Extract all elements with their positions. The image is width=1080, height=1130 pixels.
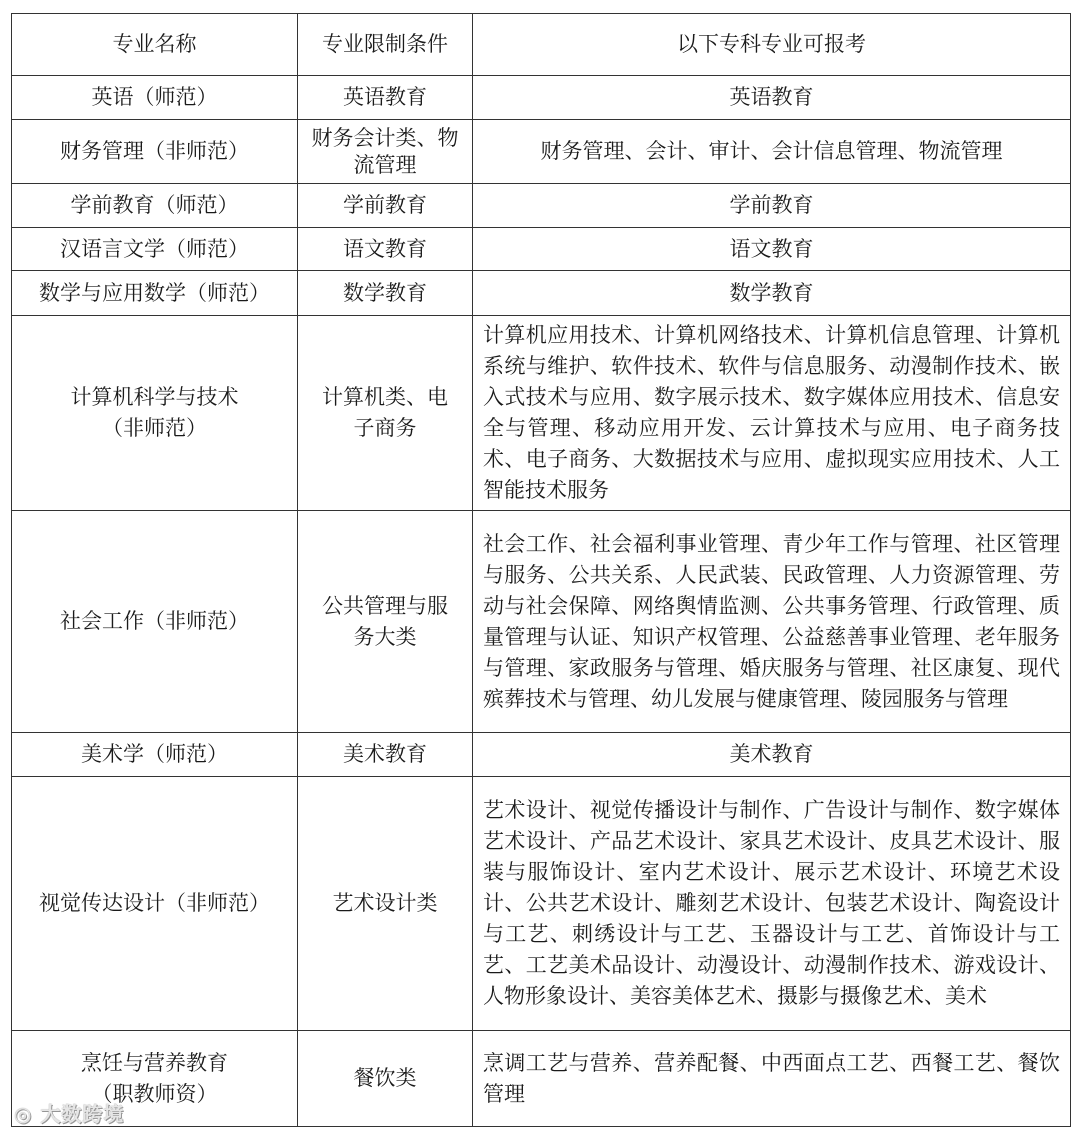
major-name-cell: 汉语言文学（师范） xyxy=(12,228,298,271)
major-name-cell: 财务管理（非师范） xyxy=(12,120,298,184)
table-row xyxy=(12,316,1071,511)
major-name-cell: 视觉传达设计（非师范） xyxy=(12,777,298,1031)
major-name-cell: 美术学（师范） xyxy=(12,733,298,777)
eligible-majors-cell: 数学教育 xyxy=(473,271,1071,316)
restriction-cell: 美术教育 xyxy=(298,733,473,777)
major-name-cell: 英语（师范） xyxy=(12,76,298,120)
major-name-cell: 烹饪与营养教育（职教师资） xyxy=(12,1031,298,1127)
table-row xyxy=(12,228,1071,271)
weibo-icon: ◎ xyxy=(14,1102,41,1126)
eligible-majors-cell: 计算机应用技术、计算机网络技术、计算机信息管理、计算机系统与维护、软件技术、软件与信息服务、动漫制作技术、嵌入式技术与应用、数字展示技术、数字媒体应用技术、信息安全与管理、移动应用开发、云计算技术与应用、电子商务技术、电子商务、大数据技术与应用、虚拟现实应用技术、人工智能技术服务 xyxy=(473,316,1071,511)
restriction-cell: 语文教育 xyxy=(298,228,473,271)
header-cell: 以下专科专业可报考 xyxy=(473,14,1071,76)
major-name-cell: 数学与应用数学（师范） xyxy=(12,271,298,316)
table-row xyxy=(12,271,1071,316)
eligible-majors-cell: 烹调工艺与营养、营养配餐、中西面点工艺、西餐工艺、餐饮管理 xyxy=(473,1031,1071,1127)
table-row xyxy=(12,511,1071,733)
restriction-cell: 餐饮类 xyxy=(298,1031,473,1127)
eligible-majors-cell: 英语教育 xyxy=(473,76,1071,120)
restriction-cell: 公共管理与服务大类 xyxy=(298,511,473,733)
restriction-cell: 学前教育 xyxy=(298,184,473,228)
table-row xyxy=(12,76,1071,120)
majors-table xyxy=(11,13,1071,1127)
header-cell: 专业限制条件 xyxy=(298,14,473,76)
restriction-cell: 艺术设计类 xyxy=(298,777,473,1031)
restriction-cell: 英语教育 xyxy=(298,76,473,120)
major-name-cell: 学前教育（师范） xyxy=(12,184,298,228)
major-name-cell: 社会工作（非师范） xyxy=(12,511,298,733)
table-row xyxy=(12,1031,1071,1127)
table-row xyxy=(12,184,1071,228)
watermark-text: 大数跨境 xyxy=(40,1102,125,1126)
table-row xyxy=(12,777,1071,1031)
eligible-majors-cell: 学前教育 xyxy=(473,184,1071,228)
table-row xyxy=(12,120,1071,184)
eligible-majors-cell: 美术教育 xyxy=(473,733,1071,777)
restriction-cell: 财务会计类、物流管理 xyxy=(298,120,473,184)
eligible-majors-cell: 社会工作、社会福利事业管理、青少年工作与管理、社区管理与服务、公共关系、人民武装、民政管理、人力资源管理、劳动与社会保障、网络舆情监测、公共事务管理、行政管理、质量管理与认证、知识产权管理、公益慈善事业管理、老年服务与管理、家政服务与管理、婚庆服务与管理、社区康复、现代殡葬技术与管理、幼儿发展与健康管理、陵园服务与管理 xyxy=(473,511,1071,733)
header-cell: 专业名称 xyxy=(12,14,298,76)
eligible-majors-cell: 语文教育 xyxy=(473,228,1071,271)
watermark xyxy=(14,1098,124,1127)
table-row xyxy=(12,733,1071,777)
eligible-majors-cell: 财务管理、会计、审计、会计信息管理、物流管理 xyxy=(473,120,1071,184)
restriction-cell: 计算机类、电子商务 xyxy=(298,316,473,511)
table-header-row xyxy=(12,14,1071,76)
major-name-cell: 计算机科学与技术（非师范） xyxy=(12,316,298,511)
restriction-cell: 数学教育 xyxy=(298,271,473,316)
eligible-majors-cell: 艺术设计、视觉传播设计与制作、广告设计与制作、数字媒体艺术设计、产品艺术设计、家具艺术设计、皮具艺术设计、服装与服饰设计、室内艺术设计、展示艺术设计、环境艺术设计、公共艺术设计、雕刻艺术设计、包装艺术设计、陶瓷设计与工艺、刺绣设计与工艺、玉器设计与工艺、首饰设计与工艺、工艺美术品设计、动漫设计、动漫制作技术、游戏设计、人物形象设计、美容美体艺术、摄影与摄像艺术、美术 xyxy=(473,777,1071,1031)
